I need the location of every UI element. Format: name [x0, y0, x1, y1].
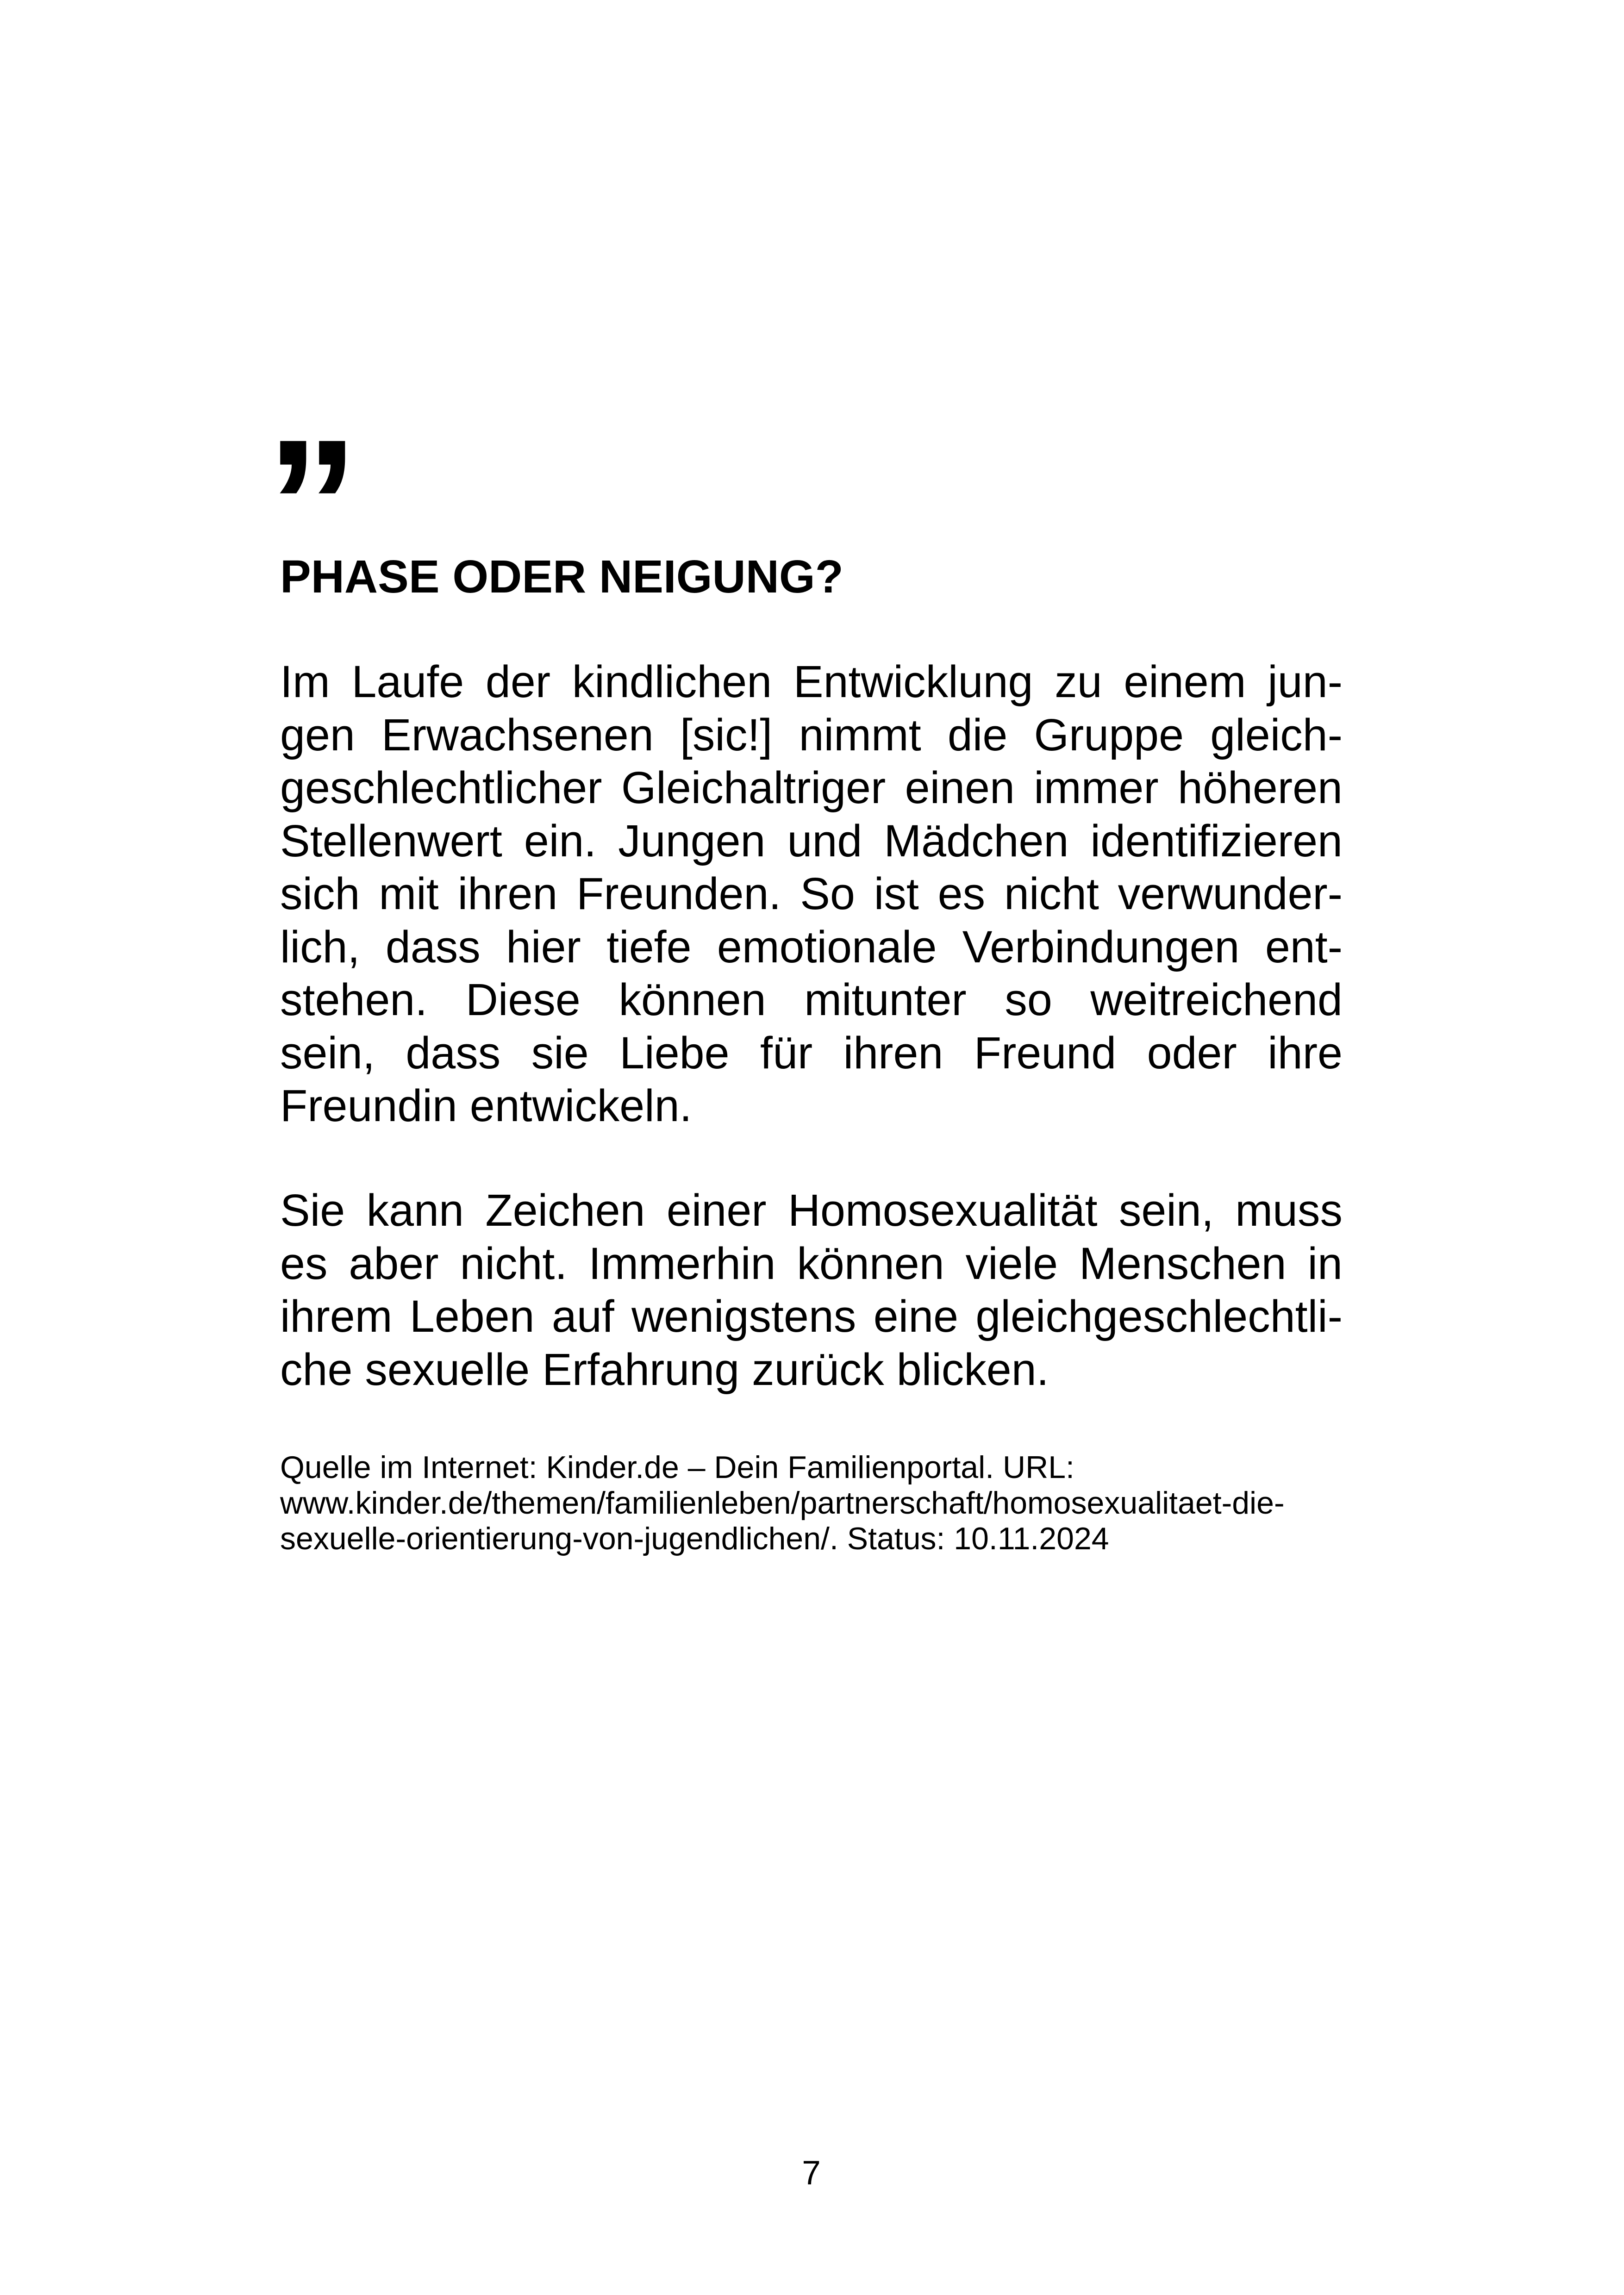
body-line: lich, dass hier tiefe emotionale Verbindungen ent-: [280, 921, 1343, 972]
body-line: sich mit ihren Freunden. So ist es nicht verwunder-: [280, 868, 1343, 919]
source-line: sexuelle-orientierung-von-jugendlichen/. Status: 10.11.2024: [280, 1521, 1109, 1556]
section-heading: PHASE ODER NEIGUNG?: [280, 551, 843, 603]
body-line: es aber nicht. Immerhin können viele Menschen in: [280, 1238, 1343, 1289]
body-line: geschlechtlicher Gleichaltriger einen immer höheren: [280, 762, 1343, 813]
body-line: ihrem Leben auf wenigstens eine gleichgeschlechtli-: [280, 1291, 1343, 1341]
paragraph-1: [280, 655, 1343, 1133]
body-line: gen Erwachsenen [sic!] nimmt die Gruppe gleich-: [280, 709, 1343, 760]
source-line: Quelle im Internet: Kinder.de – Dein Familienportal. URL:: [280, 1450, 1074, 1485]
body-line: Sie kann Zeichen einer Homosexualität sein, muss: [280, 1185, 1343, 1235]
decorative-quote-mark: ”: [266, 401, 355, 608]
body-line: Stellenwert ein. Jungen und Mädchen identifizieren: [280, 815, 1343, 866]
body-line: Im Laufe der kindlichen Entwicklung zu einem jun-: [280, 656, 1343, 707]
page-number: 7: [802, 2154, 821, 2192]
source-citation: [280, 1450, 1484, 1557]
body-line: stehen. Diese können mitunter so weitreichend: [280, 974, 1343, 1025]
body-line: Freundin entwickeln.: [280, 1080, 692, 1131]
body-line: sein, dass sie Liebe für ihren Freund oder ihre: [280, 1027, 1343, 1078]
body-line: che sexuelle Erfahrung zurück blicken.: [280, 1344, 1049, 1395]
paragraph-2: [280, 1184, 1343, 1396]
source-line: www.kinder.de/themen/familienleben/partnerschaft/homosexualitaet-die-: [280, 1485, 1285, 1521]
